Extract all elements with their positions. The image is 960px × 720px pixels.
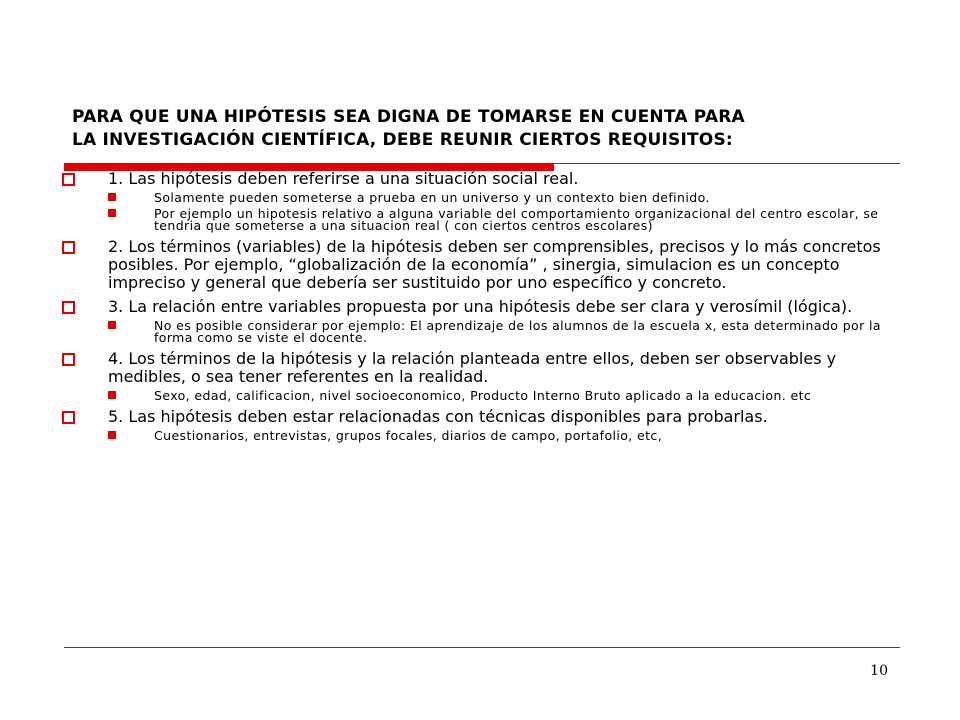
requirement-text: 3. La relación entre variables propuesta por una hipótesis debe ser clara y verosímil (lógica). [108, 297, 853, 316]
requirement-text: 5. Las hipótesis deben estar relacionadas con técnicas disponibles para probarlas. [108, 407, 768, 426]
sub-item-text: Cuestionarios, entrevistas, grupos focales, diarios de campo, portafolio, etc, [154, 428, 663, 443]
slide-title [72, 106, 912, 152]
filled-square-bullet-icon [108, 209, 116, 217]
requirement-item-5 [62, 408, 912, 442]
sub-item-text: Solamente pueden someterse a prueba en un universo y un contexto bien definido. [154, 190, 710, 205]
requirement-text: 1. Las hipótesis deben referirse a una situación social real. [108, 169, 579, 188]
page-number: 10 [870, 663, 888, 679]
sub-item-text: No es posible considerar por ejemplo: El aprendizaje de los alumnos de la escuela x, esta determinado por la forma como se viste el docente. [154, 318, 881, 345]
requirement-item-2 [62, 238, 912, 292]
requirement-item-1 [62, 170, 912, 232]
slide-title-line-1: PARA QUE UNA HIPÓTESIS SEA DIGNA DE TOMARSE EN CUENTA PARA [72, 107, 745, 127]
requirement-item-4 [62, 350, 912, 402]
hollow-square-bullet-icon [62, 411, 75, 424]
filled-square-bullet-icon [108, 321, 116, 329]
requirement-item-3 [62, 298, 912, 344]
footer-divider-line [64, 647, 900, 648]
sub-item-text: Sexo, edad, calificacion, nivel socioeconomico, Producto Interno Bruto aplicado a la educacion. etc [154, 388, 812, 403]
sub-item [62, 320, 912, 344]
hollow-square-bullet-icon [62, 173, 75, 186]
hollow-square-bullet-icon [62, 353, 75, 366]
hollow-square-bullet-icon [62, 241, 75, 254]
hollow-square-bullet-icon [62, 301, 75, 314]
sub-item [62, 390, 912, 402]
requirement-text: 2. Los términos (variables) de la hipótesis deben ser comprensibles, precisos y lo más concretos posibles. Por ejemplo, “globalización de la economía” , sinergia, simulacion es un concepto impreciso y general que debería ser sustituido por uno específico y concreto. [108, 237, 881, 292]
filled-square-bullet-icon [108, 193, 116, 201]
filled-square-bullet-icon [108, 431, 116, 439]
requirement-text: 4. Los términos de la hipótesis y la relación planteada entre ellos, deben ser observables y medibles, o sea tener referentes en la realidad. [108, 349, 837, 386]
sub-item [62, 192, 912, 204]
sub-item [62, 430, 912, 442]
sub-item [62, 208, 912, 232]
filled-square-bullet-icon [108, 391, 116, 399]
requirements-list [62, 170, 912, 448]
title-divider-line [64, 163, 900, 164]
sub-item-text: Por ejemplo un hipotesis relativo a alguna variable del comportamiento organizacional del centro escolar, se tendria que someterse a una situacion real ( con ciertos centros escolares) [154, 206, 879, 233]
slide-title-line-2: LA INVESTIGACIÓN CIENTÍFICA, DEBE REUNIR CIERTOS REQUISITOS: [72, 130, 733, 150]
